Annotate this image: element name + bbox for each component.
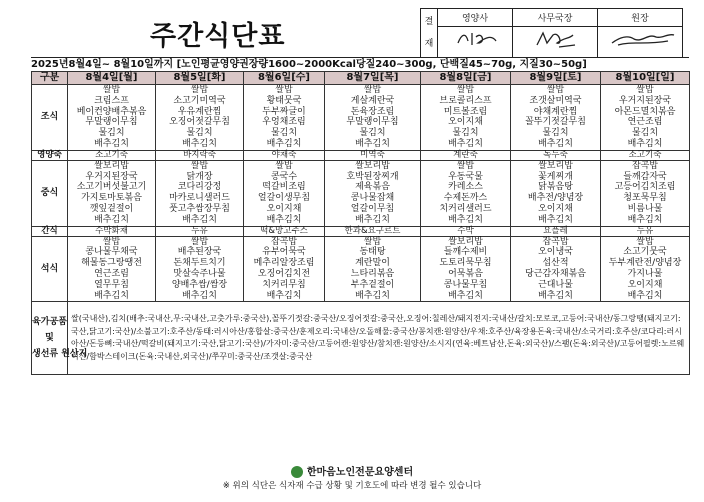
menu-item: 쌀밥 bbox=[456, 160, 475, 171]
menu-item: 떡갈비조림 bbox=[262, 182, 306, 193]
header-section: 구분 bbox=[32, 72, 68, 85]
section-label: 중식 bbox=[32, 160, 68, 226]
menu-item: 크림스프 bbox=[94, 95, 129, 106]
menu-item: 아몬드멸치볶음 bbox=[614, 106, 676, 117]
menu-item: 근대나물 bbox=[538, 279, 573, 290]
menu-item: 조갯살미역국 bbox=[529, 95, 582, 106]
section-label: 영양죽 bbox=[32, 150, 68, 160]
menu-item: 연근조림 bbox=[627, 117, 663, 128]
menu-cell bbox=[511, 85, 601, 151]
menu-item: 배추김치 bbox=[355, 138, 390, 149]
page-title: 주간식단표 bbox=[150, 21, 286, 52]
menu-item: 쌀밥 bbox=[546, 85, 565, 95]
menu-item: 우유계란찜 bbox=[177, 106, 222, 117]
menu-cell bbox=[156, 150, 244, 160]
menu-item: 고등어김치조림 bbox=[614, 182, 676, 193]
menu-item: 배추김치 bbox=[94, 214, 129, 225]
menu-item: 오이냉국 bbox=[538, 247, 573, 258]
weekly-menu-table bbox=[31, 71, 690, 375]
menu-row-snack bbox=[32, 226, 690, 236]
menu-item: 잡곡밥 bbox=[631, 160, 659, 171]
menu-cell bbox=[325, 226, 421, 236]
menu-item: 부추겉절이 bbox=[350, 279, 395, 290]
menu-item: 쌀밥 bbox=[636, 236, 654, 247]
menu-item: 쌀밥 bbox=[456, 85, 475, 95]
menu-item: 배추김치 bbox=[538, 290, 573, 301]
menu-item: 미트볼조림 bbox=[443, 106, 488, 117]
menu-item: 잡곡밥 bbox=[542, 236, 569, 247]
menu-item: 배추김치 bbox=[182, 214, 217, 225]
menu-cell bbox=[601, 150, 690, 160]
menu-item: 돈채두트치기 bbox=[173, 258, 226, 269]
menu-item: 마카로니샐러드 bbox=[169, 193, 230, 204]
menu-row-porridge bbox=[32, 150, 690, 160]
menu-cell bbox=[244, 226, 325, 236]
header-day-sun: 8월10일[일] bbox=[601, 72, 690, 85]
menu-item: 수박화채 bbox=[95, 225, 128, 236]
menu-item: 배추김치 bbox=[94, 290, 129, 301]
menu-item: 양배추쌈/쌈장 bbox=[171, 279, 228, 290]
menu-cell bbox=[244, 150, 325, 160]
menu-row-dinner bbox=[32, 236, 690, 302]
menu-item: 물김치 bbox=[542, 128, 569, 139]
menu-item: 배추김치 bbox=[266, 138, 302, 149]
header-day-tue: 8월5일[화] bbox=[156, 72, 244, 85]
menu-cell bbox=[156, 160, 244, 226]
menu-cell bbox=[244, 236, 325, 302]
menu-item: 열무무침 bbox=[94, 279, 129, 290]
menu-item: 물김치 bbox=[359, 128, 386, 139]
menu-cell bbox=[421, 85, 511, 151]
menu-item: 두유 bbox=[191, 225, 208, 236]
menu-item: 오이지채 bbox=[266, 203, 302, 214]
menu-item: 오이지채 bbox=[627, 279, 663, 290]
signature-director bbox=[598, 27, 683, 58]
menu-cell bbox=[511, 160, 601, 226]
menu-cell bbox=[244, 160, 325, 226]
menu-item: 쌀밥 bbox=[275, 85, 293, 95]
menu-item: 카레소스 bbox=[448, 182, 483, 193]
menu-item: 야채계란찜 bbox=[533, 106, 578, 117]
menu-item: 쌀보리밥 bbox=[94, 160, 129, 171]
menu-item: 배추김치 bbox=[355, 290, 390, 301]
role-director: 원장 bbox=[598, 9, 683, 27]
organization-name-text: 한마음노인전문요양센터 bbox=[306, 467, 414, 478]
menu-cell bbox=[421, 150, 511, 160]
approval-box bbox=[420, 8, 683, 58]
signature-office-manager bbox=[513, 27, 598, 58]
menu-item: 쌀밥 bbox=[190, 236, 209, 247]
menu-cell bbox=[68, 236, 156, 302]
menu-item: 쌀밥 bbox=[275, 160, 293, 171]
menu-item: 오이지채 bbox=[448, 117, 483, 128]
menu-item: 돈육장조림 bbox=[350, 106, 395, 117]
menu-item: 물김치 bbox=[186, 128, 213, 139]
menu-item: 소고기죽 bbox=[628, 149, 662, 160]
menu-item: 배추김치 bbox=[448, 290, 483, 301]
menu-item: 쌀밥 bbox=[363, 85, 382, 95]
menu-item: 미역죽 bbox=[360, 149, 385, 160]
menu-item: 요플레 bbox=[543, 225, 568, 236]
menu-item: 쌀보리밥 bbox=[355, 160, 390, 171]
menu-item: 청포묵무침 bbox=[623, 193, 667, 204]
menu-item: 유부어묵국 bbox=[262, 247, 306, 258]
menu-item: 맛살숙주나물 bbox=[173, 268, 226, 279]
menu-item: 깻잎겉절이 bbox=[89, 203, 134, 214]
menu-item: 치커리샐러드 bbox=[439, 203, 492, 214]
menu-item: 쌀보리밥 bbox=[538, 160, 573, 171]
menu-cell bbox=[601, 85, 690, 151]
menu-item: 우거지된장국 bbox=[85, 171, 138, 182]
menu-item: 제육볶음 bbox=[355, 182, 390, 193]
menu-item: 게살계란국 bbox=[350, 95, 395, 106]
menu-item: 떡&망고주스 bbox=[260, 225, 308, 236]
origin-text: 쌀(국내산),김치(배추:국내산,무:국내산,고춧가루:중국산),꼴뚜기젓갈:중국산/오징어젓갈:중국산,오징어:칠레산/돼지전지:국내산/갈치:모로코,고등어:국내산/동그랑땡(돼지고기:국산,닭고기:국산)/소불고기:호주산/동태:러시아산/홍합살:중국산/훈제오리:국내산/오돌해물:중국산/꽁치캔:원양산/우채:호주산/육장용돈육:국내산/소국거리:호주산/코다리:러시아산/돈등뼈:국내산/떡갈비(돼지고기:국산,닭고기:국산)/가자미:중국산/고등어캔:원양산/참치캔:원양산/소시지(연육:베트남산,돈육:외국산)/스팸(돈육:외국산)/고등어필렛:노르웨이산/함박스테이크(돈육:국내산,외국산)/쭈꾸미:중국산/조갯살:중국산 bbox=[68, 302, 690, 375]
menu-item: 동태탕 bbox=[359, 247, 386, 258]
menu-item: 녹두죽 bbox=[543, 149, 568, 160]
menu-cell bbox=[156, 236, 244, 302]
menu-item: 어묵볶음 bbox=[448, 268, 483, 279]
menu-item: 바지락죽 bbox=[183, 149, 216, 160]
menu-item: 수박 bbox=[457, 225, 474, 236]
menu-item: 비름나물 bbox=[627, 203, 663, 214]
menu-item: 얼갈이생무침 bbox=[257, 193, 311, 204]
menu-item: 배추김치 bbox=[182, 138, 217, 149]
menu-cell bbox=[511, 226, 601, 236]
menu-item: 배추김치 bbox=[94, 138, 129, 149]
origin-label bbox=[32, 302, 88, 375]
period-and-nutrition-info: 2025년8월4일~ 8월10일까지 [노인평균영양권장량1600~2000Kcal당질240~300g, 단백질45~70g, 지질30~50g] bbox=[31, 57, 689, 71]
menu-item: 배추김치 bbox=[355, 214, 390, 225]
origin-label-line-3: 생선류 원산지 bbox=[32, 349, 88, 360]
menu-item: 무말랭이무침 bbox=[85, 117, 138, 128]
menu-item: 우동국물 bbox=[448, 171, 483, 182]
menu-item: 배추김치 bbox=[627, 290, 663, 301]
organization-name bbox=[0, 463, 704, 478]
menu-cell bbox=[244, 85, 325, 151]
menu-cell bbox=[68, 226, 156, 236]
menu-item: 느타리볶음 bbox=[350, 268, 395, 279]
menu-item: 닭개장 bbox=[186, 171, 213, 182]
menu-item: 소고기미역국 bbox=[173, 95, 226, 106]
menu-item: 가지나물 bbox=[627, 268, 663, 279]
menu-item: 꽃게찌개 bbox=[538, 171, 573, 182]
menu-item: 물김치 bbox=[631, 128, 659, 139]
menu-item: 배추김치 bbox=[627, 214, 663, 225]
menu-row-lunch bbox=[32, 160, 690, 226]
menu-item: 배추김치 bbox=[448, 214, 483, 225]
menu-cell bbox=[68, 85, 156, 151]
menu-item: 야채죽 bbox=[271, 149, 297, 160]
menu-item: 베이컨양배추볶음 bbox=[76, 106, 147, 117]
menu-item: 쌀보리밥 bbox=[448, 236, 483, 247]
menu-item: 오징어김치전 bbox=[257, 268, 311, 279]
menu-item: 소고기뭇국 bbox=[623, 247, 667, 258]
menu-row-breakfast bbox=[32, 85, 690, 151]
signature-dietitian bbox=[438, 27, 513, 58]
menu-item: 배추김치 bbox=[538, 214, 573, 225]
menu-item: 콩나물잡채 bbox=[350, 193, 395, 204]
menu-item: 쌀밥 bbox=[190, 85, 209, 95]
menu-item: 배추전/양념장 bbox=[527, 193, 584, 204]
section-label: 석식 bbox=[32, 236, 68, 302]
menu-item: 물김치 bbox=[452, 128, 479, 139]
menu-item: 치커리무침 bbox=[262, 279, 306, 290]
menu-item: 얼갈이무침 bbox=[350, 203, 395, 214]
menu-item: 우엉채조림 bbox=[262, 117, 306, 128]
menu-item: 당근감자채볶음 bbox=[525, 268, 586, 279]
menu-item: 쌀밥 bbox=[102, 236, 121, 247]
menu-cell bbox=[601, 226, 690, 236]
menu-item: 잡곡밥 bbox=[270, 236, 298, 247]
menu-cell bbox=[421, 226, 511, 236]
menu-item: 두부짜글이 bbox=[262, 106, 306, 117]
menu-cell bbox=[601, 236, 690, 302]
menu-item: 계란말이 bbox=[355, 258, 390, 269]
menu-item: 들깨감자국 bbox=[623, 171, 667, 182]
approval-side-label bbox=[421, 9, 438, 58]
menu-item: 브로콜리스프 bbox=[439, 95, 492, 106]
menu-item: 메추리알장조림 bbox=[253, 258, 315, 269]
menu-item: 풋고추쌈장무침 bbox=[169, 203, 230, 214]
menu-cell bbox=[68, 150, 156, 160]
menu-cell bbox=[421, 160, 511, 226]
menu-cell bbox=[325, 160, 421, 226]
menu-item: 도토리묵무침 bbox=[439, 258, 492, 269]
menu-item: 콩나물무채국 bbox=[85, 247, 138, 258]
menu-item: 물김치 bbox=[270, 128, 298, 139]
menu-item: 두부계란전/양념장 bbox=[608, 258, 682, 269]
menu-item: 오이지채 bbox=[538, 203, 573, 214]
origin-label-line-2: 및 bbox=[45, 333, 54, 344]
menu-item: 연근조림 bbox=[94, 268, 129, 279]
menu-item: 가지토마토볶음 bbox=[81, 193, 142, 204]
menu-item: 쌀밥 bbox=[190, 160, 209, 171]
menu-item: 한과&요구르트 bbox=[344, 225, 401, 236]
menu-cell bbox=[68, 160, 156, 226]
menu-item: 배추김치 bbox=[266, 214, 302, 225]
menu-item: 배추된장국 bbox=[177, 247, 222, 258]
menu-cell bbox=[156, 226, 244, 236]
menu-item: 배추김치 bbox=[448, 138, 483, 149]
menu-item: 쌀밥 bbox=[636, 85, 654, 95]
menu-item: 콩국수 bbox=[270, 171, 298, 182]
menu-item: 해물동그랑땡전 bbox=[81, 258, 142, 269]
menu-cell bbox=[421, 236, 511, 302]
origin-label-line-1: 육가공품 bbox=[32, 317, 67, 328]
header-day-sat: 8월9일[토] bbox=[511, 72, 601, 85]
section-label: 조식 bbox=[32, 85, 68, 151]
header-day-mon: 8월4일[월] bbox=[68, 72, 156, 85]
menu-cell bbox=[511, 150, 601, 160]
menu-item: 배추김치 bbox=[182, 290, 217, 301]
role-dietitian: 영양사 bbox=[438, 9, 513, 27]
header-day-wed: 8월6일[수] bbox=[244, 72, 325, 85]
change-notice: ※ 위의 식단은 식자재 수급 상황 및 기호도에 따라 변경 될수 있습니다 bbox=[222, 481, 482, 491]
header-day-thu: 8월7일[목] bbox=[325, 72, 421, 85]
menu-item: 오징어젓갈무침 bbox=[169, 117, 230, 128]
approval-side-label-2: 재 bbox=[424, 39, 434, 49]
menu-item: 황태뭇국 bbox=[266, 95, 302, 106]
approval-side-label-1: 결 bbox=[424, 17, 434, 27]
menu-item: 소고기죽 bbox=[95, 149, 128, 160]
menu-item: 배추김치 bbox=[538, 138, 573, 149]
menu-item: 배추김치 bbox=[627, 138, 663, 149]
menu-item: 코다리강정 bbox=[177, 182, 222, 193]
menu-cell bbox=[325, 236, 421, 302]
menu-item: 수제돈까스 bbox=[443, 193, 488, 204]
menu-cell bbox=[601, 160, 690, 226]
menu-item: 닭볶음탕 bbox=[538, 182, 573, 193]
menu-cell bbox=[325, 150, 421, 160]
menu-item: 꼴뚜기젓갈무침 bbox=[525, 117, 586, 128]
menu-item: 물김치 bbox=[98, 128, 125, 139]
menu-cell bbox=[156, 85, 244, 151]
menu-item: 콩나물무침 bbox=[443, 279, 488, 290]
section-label: 간식 bbox=[32, 226, 68, 236]
logo-icon bbox=[291, 466, 303, 478]
menu-item: 쌀밥 bbox=[363, 236, 382, 247]
menu-cell bbox=[511, 236, 601, 302]
menu-item: 쌀밥 bbox=[102, 85, 121, 95]
menu-cell bbox=[325, 85, 421, 151]
header-day-fri: 8월8일[금] bbox=[421, 72, 511, 85]
menu-item: 우거지된장국 bbox=[618, 95, 672, 106]
menu-item: 호박된장찌개 bbox=[346, 171, 399, 182]
menu-item: 계란죽 bbox=[453, 149, 478, 160]
menu-item: 배추김치 bbox=[266, 290, 302, 301]
role-office-manager: 사무국장 bbox=[513, 9, 598, 27]
menu-item: 무말랭이무침 bbox=[346, 117, 399, 128]
menu-item: 섭산적 bbox=[542, 258, 569, 269]
menu-item: 소고기버섯불고기 bbox=[76, 182, 147, 193]
menu-item: 들깨수제비 bbox=[443, 247, 488, 258]
menu-item: 두유 bbox=[636, 225, 654, 236]
